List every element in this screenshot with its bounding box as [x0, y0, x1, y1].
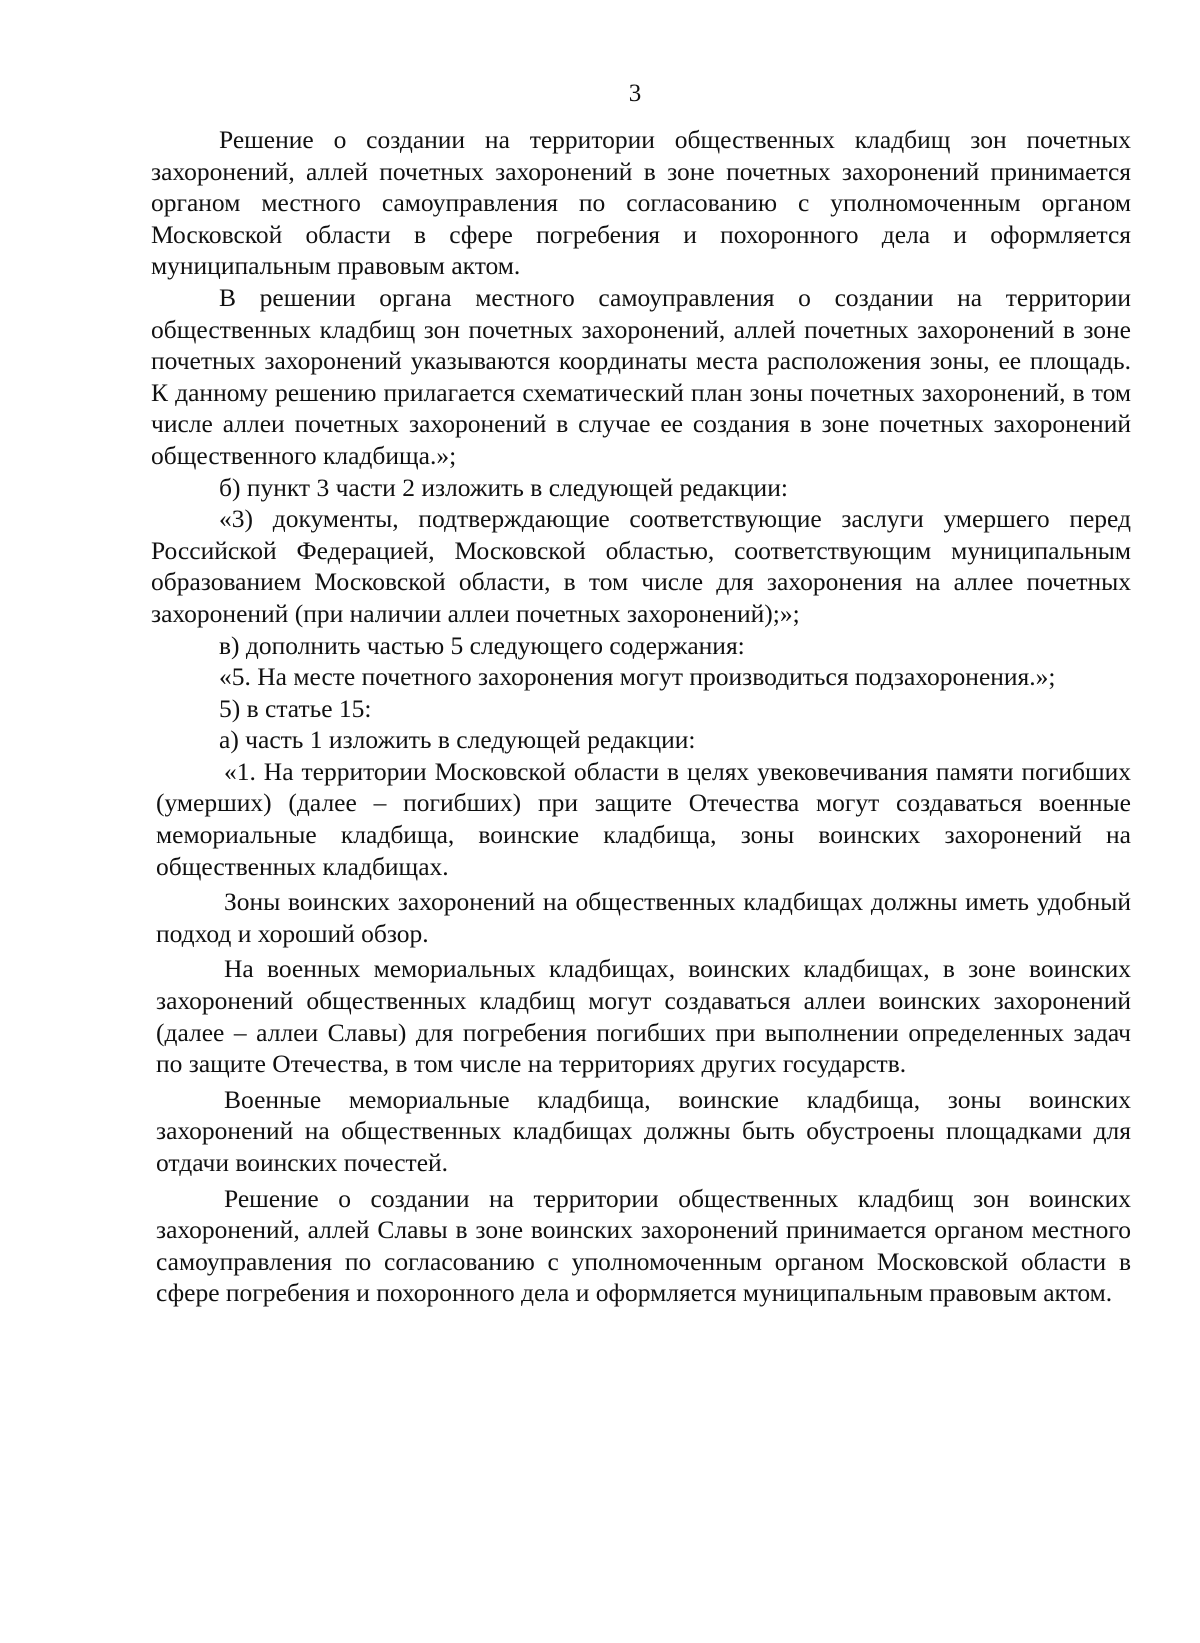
- paragraph-honorary-zones-coordinates: В решении органа местного самоуправления о создании на территории общественных кладбищ зон почетных захоронений, аллей почетных захоронений в зоне почетных захоронений указываются координаты места расположения зоны, ее площадь. К данному решению прилагается схематический план зоны почетных захоронений, в том числе аллеи почетных захоронений в случае ее создания в зоне почетных захоронений общественного кладбища.»;: [151, 282, 1131, 470]
- paragraph-honorary-zones-decision: Решение о создании на территории общественных кладбищ зон почетных захоронений, аллей почетных захоронений в зоне почетных захоронений принимается органом местного самоуправления по согласованию с уполномоченным органом Московской области в сфере погребения и похоронного дела и оформляется муниципальным правовым актом.: [151, 125, 1131, 281]
- paragraph-item-b: б) пункт 3 части 2 изложить в следующей редакции:: [219, 472, 788, 502]
- paragraph-article-15: 5) в статье 15:: [219, 693, 372, 723]
- paragraph-part-1-military-cemeteries: «1. На территории Московской области в целях увековечивания памяти погибших (умерших) (далее – погибших) при защите Отечества могут создаваться военные мемориальные кладбища, воинские кладбища, зоны воинских захоронений на общественных кладбищах.: [156, 756, 1131, 881]
- paragraph-honor-platforms: Военные мемориальные кладбища, воинские кладбища, зоны воинских захоронений на общественных кладбищах должны быть обустроены площадками для отдачи воинских почестей.: [156, 1084, 1131, 1177]
- document-body: [151, 124, 1131, 1309]
- page-number: 3: [628, 80, 642, 107]
- paragraph-item-a: а) часть 1 изложить в следующей редакции:: [219, 725, 696, 755]
- paragraph-alleys-of-glory: На военных мемориальных кладбищах, воинских кладбищах, в зоне воинских захоронений общественных кладбищ могут создаваться аллеи воинских захоронений (далее – аллеи Славы) для погребения погибших при выполнении определенных задач по защите Отечества, в том числе на территориях других государств.: [156, 954, 1131, 1079]
- paragraph-military-zones-decision: Решение о создании на территории общественных кладбищ зон воинских захоронений, аллей Славы в зоне воинских захоронений принимается органом местного самоуправления по согласованию с уполномоченным органом Московской области в сфере погребения и похоронного дела и оформляется муниципальным правовым актом.: [156, 1183, 1131, 1308]
- paragraph-military-zones-access: Зоны воинских захоронений на общественных кладбищах должны иметь удобный подход и хороший обзор.: [156, 887, 1131, 948]
- paragraph-item-5-reburial: «5. На месте почетного захоронения могут производиться подзахоронения.»;: [219, 662, 1056, 692]
- paragraph-item-v: в) дополнить частью 5 следующего содержания:: [219, 630, 745, 660]
- paragraph-item-3-documents: «3) документы, подтверждающие соответствующие заслуги умершего перед Российской Федерацией, Московской областью, соответствующим муниципальным образованием Московской области, в том числе для захоронения на аллее почетных захоронений (при наличии аллеи почетных захоронений);»;: [151, 504, 1131, 628]
